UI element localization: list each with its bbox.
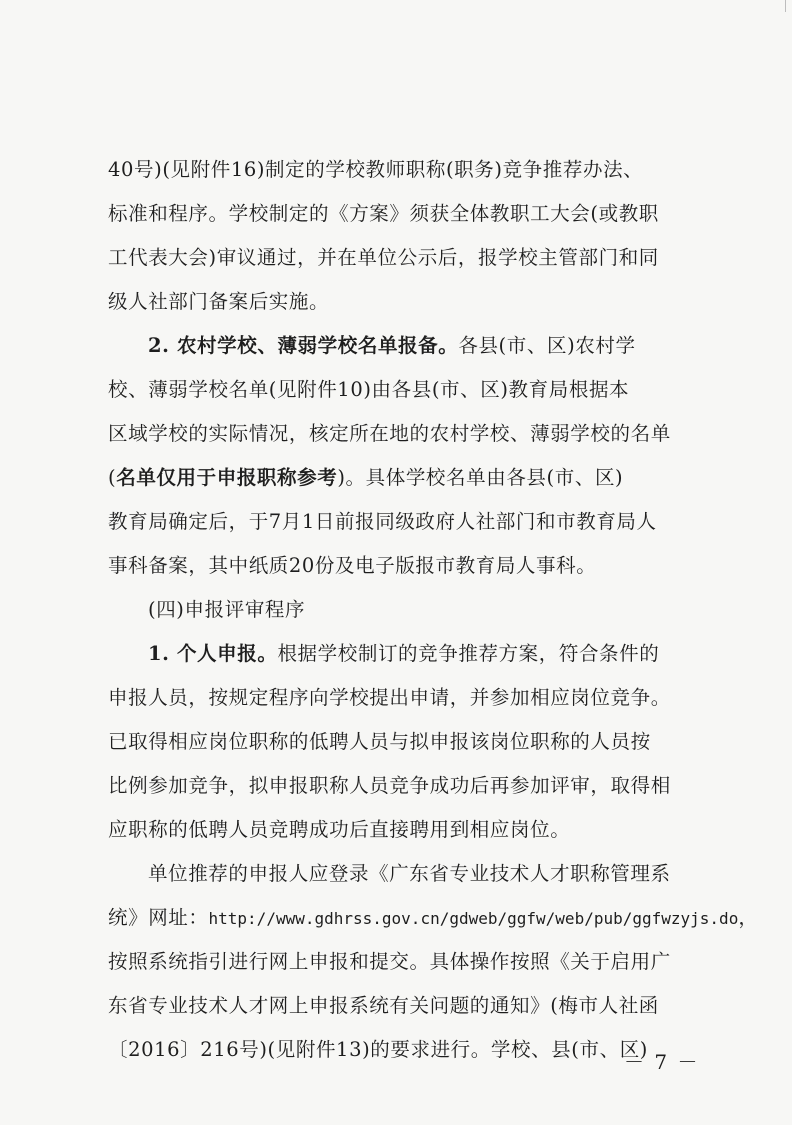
text-run: ， [738, 906, 759, 929]
text-line [108, 456, 698, 500]
text-line [108, 632, 698, 676]
text-line: 教育局确定后，于7月1日前报同级政府人社部门和市教育局人 [108, 510, 657, 533]
text-line [108, 896, 759, 940]
text-line: 比例参加竞争，拟申报职称人员竞争成功后再参加评审，取得相 [108, 774, 671, 797]
text-line: 事科备案，其中纸质20份及电子版报市教育局人事科。 [108, 554, 597, 577]
text-run: 各县(市、区)农村学 [458, 334, 636, 357]
text-line [108, 324, 698, 368]
text-run: ( [108, 466, 117, 489]
text-line: 标准和程序。学校制定的《方案》须获全体教职工大会(或教职 [108, 202, 659, 225]
text-line: 工代表大会)审议通过，并在单位公示后，报学校主管部门和同 [108, 246, 659, 269]
text-line: 〔2016〕216号)(见附件13)的要求进行。学校、县(市、区) [108, 1038, 648, 1061]
page-edge-mark [785, 0, 786, 12]
text-run: )。具体学校名单由各县(市、区) [337, 466, 624, 489]
section-heading-rural-schools: 2. 农村学校、薄弱学校名单报备。 [148, 334, 459, 357]
text-line: 东省专业技术人才网上申报系统有关问题的通知》(梅市人社函 [108, 994, 659, 1017]
system-url-link[interactable]: http://www.gdhrss.gov.cn/gdweb/ggfw/web/pub/ggfwzyjs.do [208, 909, 739, 928]
section-heading-procedure: (四)申报评审程序 [148, 598, 306, 621]
text-line: 校、薄弱学校名单(见附件10)由各县(市、区)教育局根据本 [108, 378, 630, 401]
text-line: 级人社部门备案后实施。 [108, 290, 330, 313]
text-line: 40号)(见附件16)制定的学校教师职称(职务)竞争推荐办法、 [108, 158, 644, 181]
text-line: 单位推荐的申报人应登录《广东省专业技术人才职称管理系 [148, 862, 671, 885]
document-body [108, 148, 759, 1072]
text-line: 区域学校的实际情况，核定所在地的农村学校、薄弱学校的名单 [108, 422, 671, 445]
section-heading-personal-application: 1. 个人申报。 [148, 642, 278, 665]
text-line: 按照系统指引进行网上申报和提交。具体操作按照《关于启用广 [108, 950, 671, 973]
text-line: 应职称的低聘人员竞聘成功后直接聘用到相应岗位。 [108, 818, 571, 841]
text-run: 统》网址： [108, 906, 209, 929]
text-line: 申报人员，按规定程序向学校提出申请，并参加相应岗位竞争。 [108, 686, 671, 709]
text-line: 已取得相应岗位职称的低聘人员与拟申报该岗位职称的人员按 [108, 730, 651, 753]
page-number: － 7 － [624, 1050, 700, 1074]
emphasis-note: 名单仅用于申报职称参考 [116, 466, 338, 489]
text-run: 根据学校制订的竞争推荐方案，符合条件的 [277, 642, 660, 665]
